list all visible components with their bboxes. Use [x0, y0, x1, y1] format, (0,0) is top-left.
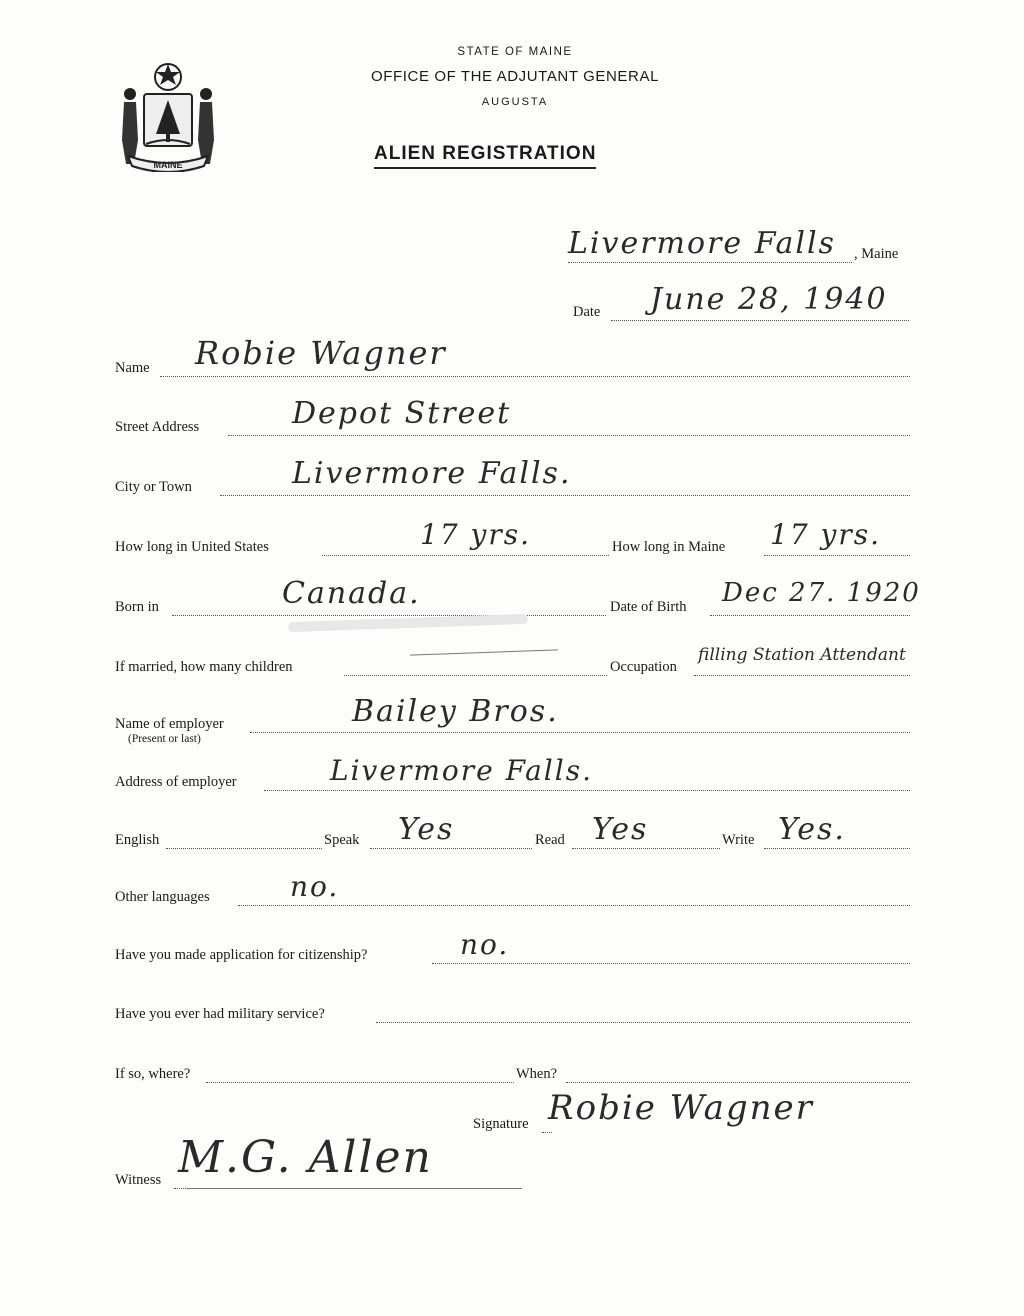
pencil-smudge — [288, 614, 528, 632]
maine-state-seal-icon — [114, 60, 222, 172]
occupation-label: Occupation — [610, 659, 677, 675]
witness-value: M.G. Allen — [178, 1132, 433, 1183]
military-label: Have you ever had military service? — [115, 1006, 325, 1022]
children-label: If married, how many children — [115, 659, 293, 675]
name-label: Name — [115, 360, 150, 376]
when-label: When? — [516, 1066, 558, 1082]
years-maine-label: How long in Maine — [612, 539, 726, 555]
speak-value: Yes — [398, 812, 455, 847]
speak-label: Speak — [324, 832, 360, 848]
date-value: June 28, 1940 — [650, 282, 888, 317]
write-value: Yes. — [778, 812, 846, 847]
employer-address-value: Livermore Falls. — [330, 754, 593, 787]
street-address-label: Street Address — [115, 419, 200, 435]
witness-label: Witness — [115, 1172, 162, 1188]
employer-label: Name of employer — [115, 716, 224, 732]
occupation-value: filling Station Attendant — [698, 645, 906, 665]
signature-value: Robie Wagner — [548, 1088, 814, 1128]
city-heading: AUGUSTA — [481, 96, 549, 108]
place-value: Livermore Falls — [568, 226, 836, 261]
date-of-birth-value: Dec 27. 1920 — [722, 578, 921, 608]
read-label: Read — [535, 832, 565, 848]
signature-label: Signature — [473, 1116, 529, 1132]
born-in-value: Canada. — [282, 576, 421, 611]
citizenship-value: no. — [460, 928, 510, 961]
english-label: English — [115, 832, 160, 848]
employer-value: Bailey Bros. — [352, 694, 559, 729]
street-address-value: Depot Street — [292, 396, 512, 431]
write-label: Write — [722, 832, 755, 848]
city-value: Livermore Falls. — [292, 456, 572, 491]
employer-address-label: Address of employer — [115, 774, 237, 790]
place-suffix: , Maine — [854, 246, 899, 262]
date-label: Date — [573, 304, 601, 320]
where-label: If so, where? — [115, 1066, 191, 1082]
witness-underline — [188, 1188, 522, 1189]
born-in-label: Born in — [115, 599, 159, 615]
office-heading: OFFICE OF THE ADJUTANT GENERAL — [370, 68, 660, 85]
years-us-value: 17 yrs. — [420, 518, 532, 551]
other-languages-value: no. — [290, 870, 340, 903]
seal-banner-text: MAINE — [153, 160, 183, 170]
years-us-label: How long in United States — [115, 539, 269, 555]
citizenship-label: Have you made application for citizenship? — [115, 947, 368, 963]
state-heading: STATE OF MAINE — [457, 46, 573, 58]
read-value: Yes — [592, 812, 649, 847]
form-title: ALIEN REGISTRATION — [374, 143, 596, 169]
children-dash — [410, 649, 558, 655]
employer-sublabel: (Present or last) — [128, 733, 201, 745]
city-label: City or Town — [115, 479, 192, 495]
name-value: Robie Wagner — [195, 334, 447, 372]
other-languages-label: Other languages — [115, 889, 210, 905]
years-maine-value: 17 yrs. — [770, 518, 882, 551]
date-of-birth-label: Date of Birth — [610, 599, 687, 615]
